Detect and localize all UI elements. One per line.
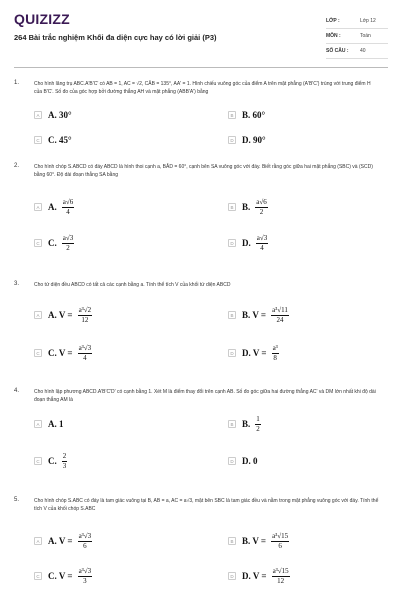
option-prefix: A. V = bbox=[48, 310, 73, 320]
option-letter-box[interactable]: D bbox=[228, 572, 236, 580]
fraction-numerator: a³√3 bbox=[78, 531, 92, 540]
fraction-numerator: a³√2 bbox=[78, 305, 92, 314]
option-d[interactable] bbox=[228, 342, 281, 364]
option-letter-box[interactable]: D bbox=[228, 457, 236, 465]
fraction-numerator: a√3 bbox=[256, 233, 268, 242]
option-b[interactable] bbox=[228, 104, 268, 126]
option-text bbox=[48, 110, 75, 120]
option-a[interactable] bbox=[34, 530, 94, 552]
option-b[interactable] bbox=[228, 413, 263, 435]
question-text: Cho hình lập phương ABCD.A'B'C'D' có cạnh bằng 1. Xét M là điểm thay đổi trên cạnh AB. Số đo góc giữa hai đường thẳng AC' và DM lớn nhất khi độ dài đoạn thẳng AM là bbox=[34, 389, 376, 403]
page-title: 264 Bài trắc nghiệm Khối đa diện cực hay có lời giải (P3) bbox=[14, 33, 217, 42]
fraction-denominator: 2 bbox=[259, 207, 264, 216]
option-letter-box[interactable]: B bbox=[228, 111, 236, 119]
option-prefix: D. V = bbox=[242, 348, 267, 358]
fraction-numerator: a√6 bbox=[256, 197, 267, 206]
fraction-numerator: a³√15 bbox=[272, 566, 289, 575]
option-prefix: C. bbox=[48, 456, 57, 466]
option-a[interactable] bbox=[34, 196, 76, 218]
meta-label: MÔN : bbox=[326, 33, 341, 39]
option-prefix: C. V = bbox=[48, 571, 73, 581]
option-text bbox=[242, 456, 261, 466]
fraction-numerator: a³√3 bbox=[78, 343, 92, 352]
meta-panel bbox=[326, 14, 388, 59]
option-d[interactable] bbox=[228, 129, 269, 151]
option-letter-box[interactable]: C bbox=[34, 457, 42, 465]
option-prefix: D. bbox=[242, 238, 251, 248]
option-text bbox=[242, 199, 270, 216]
meta-row-subject bbox=[326, 29, 388, 44]
option-answer: B. 60° bbox=[242, 110, 266, 120]
option-letter-box[interactable]: D bbox=[228, 136, 236, 144]
fraction bbox=[62, 199, 74, 216]
fraction-numerator: a√3 bbox=[62, 233, 74, 242]
fraction-numerator: a³√15 bbox=[272, 531, 289, 540]
option-text bbox=[48, 135, 75, 145]
option-letter-box[interactable]: B bbox=[228, 203, 236, 211]
option-text bbox=[242, 135, 269, 145]
option-letter-box[interactable]: A bbox=[34, 537, 42, 545]
meta-value: Lớp 12 bbox=[360, 18, 376, 24]
meta-row-class bbox=[326, 14, 388, 29]
fraction bbox=[62, 235, 74, 252]
option-text bbox=[48, 307, 94, 324]
fraction-denominator: 2 bbox=[256, 424, 260, 433]
option-text bbox=[242, 110, 268, 120]
meta-row-count bbox=[326, 44, 388, 59]
option-text bbox=[48, 568, 94, 585]
option-a[interactable] bbox=[34, 413, 67, 435]
fraction bbox=[78, 533, 93, 550]
question-text: Cho hình lăng trụ ABC.A'B'C' có AB = 1, AC = √2, CÂB = 135°, AA' = 1. Hình chiếu vuông góc của điểm A trên mặt phẳng (A'B'C') trùng với trung điểm H của B'C'. Số đo của góc hợp bởi đường thẳng AH và mặt phẳng (ABB'A') bằng bbox=[34, 81, 371, 95]
fraction bbox=[62, 453, 68, 470]
option-text bbox=[242, 307, 291, 324]
option-letter-box[interactable]: C bbox=[34, 239, 42, 247]
meta-label: LỚP : bbox=[326, 18, 340, 24]
fraction-denominator: 4 bbox=[83, 353, 87, 362]
option-a[interactable] bbox=[34, 304, 94, 326]
option-letter-box[interactable]: C bbox=[34, 572, 42, 580]
fraction bbox=[78, 568, 93, 585]
option-letter-box[interactable]: A bbox=[34, 111, 42, 119]
option-prefix: B. bbox=[242, 202, 251, 212]
fraction-numerator: a√6 bbox=[62, 197, 74, 206]
fraction bbox=[256, 235, 268, 252]
fraction bbox=[271, 533, 289, 550]
option-letter-box[interactable]: A bbox=[34, 420, 42, 428]
meta-value: Toán bbox=[360, 33, 371, 39]
option-d[interactable] bbox=[228, 565, 292, 587]
question-text: Cho hình chóp S.ABCD có đáy ABCD là hình thoi cạnh a, BÂD = 60°, cạnh bên SA vuông góc với đáy. Biết rằng góc giữa hai mặt phẳng (SBC) và (SCD) bằng 60°. Độ dài đoạn thẳng SA bằng bbox=[34, 164, 373, 178]
fraction bbox=[255, 416, 261, 433]
option-text bbox=[48, 345, 94, 362]
option-answer: A. 1 bbox=[48, 419, 64, 429]
option-c[interactable] bbox=[34, 232, 76, 254]
option-prefix: B. bbox=[242, 419, 251, 429]
option-answer: D. 90° bbox=[242, 135, 266, 145]
quizizz-logo: QUIZIZZ bbox=[14, 11, 70, 27]
option-text bbox=[48, 235, 76, 252]
option-text bbox=[242, 533, 291, 550]
fraction-numerator: a³√11 bbox=[272, 305, 288, 314]
question-number: 3. bbox=[14, 281, 20, 287]
option-letter-box[interactable]: B bbox=[228, 420, 236, 428]
option-prefix: B. V = bbox=[242, 536, 267, 546]
option-d[interactable] bbox=[228, 232, 270, 254]
fraction bbox=[255, 199, 267, 216]
fraction-numerator: 2 bbox=[62, 451, 67, 460]
option-text bbox=[48, 419, 67, 429]
option-text bbox=[242, 235, 270, 252]
option-c[interactable] bbox=[34, 565, 94, 587]
fraction-denominator: 8 bbox=[273, 353, 277, 362]
fraction-denominator: 4 bbox=[66, 207, 70, 216]
fraction-numerator: a³ bbox=[272, 343, 278, 352]
option-prefix: C. bbox=[48, 238, 57, 248]
fraction-denominator: 12 bbox=[81, 315, 89, 324]
option-d[interactable] bbox=[228, 450, 261, 472]
fraction-denominator: 3 bbox=[83, 576, 87, 585]
option-letter-box[interactable]: C bbox=[34, 136, 42, 144]
option-text bbox=[48, 533, 94, 550]
option-b[interactable] bbox=[228, 196, 270, 218]
option-answer: D. 0 bbox=[242, 456, 258, 466]
fraction bbox=[272, 568, 290, 585]
option-a[interactable] bbox=[34, 104, 75, 126]
option-text bbox=[48, 453, 69, 470]
option-letter-box[interactable]: C bbox=[34, 349, 42, 357]
option-text bbox=[242, 345, 281, 362]
option-prefix: B. V = bbox=[242, 310, 267, 320]
meta-label: SỐ CÂU : bbox=[326, 48, 349, 54]
option-answer: C. 45° bbox=[48, 135, 72, 145]
option-letter-box[interactable]: D bbox=[228, 349, 236, 357]
question-number: 2. bbox=[14, 163, 20, 169]
header-divider bbox=[14, 67, 388, 68]
meta-value: 40 bbox=[360, 48, 366, 54]
option-prefix: D. V = bbox=[242, 571, 267, 581]
option-b[interactable] bbox=[228, 304, 291, 326]
question-number: 5. bbox=[14, 497, 20, 503]
option-c[interactable] bbox=[34, 129, 75, 151]
fraction-denominator: 4 bbox=[260, 243, 264, 252]
fraction bbox=[78, 345, 93, 362]
fraction-numerator: a³√3 bbox=[78, 566, 92, 575]
question-text: Cho tứ diện đều ABCD có tất cả các cạnh bằng a. Tính thể tích V của khối tứ diện ABCD bbox=[34, 282, 231, 288]
fraction-numerator: 1 bbox=[256, 414, 260, 423]
option-answer: A. 30° bbox=[48, 110, 72, 120]
fraction bbox=[272, 345, 279, 362]
fraction-denominator: 3 bbox=[62, 461, 67, 470]
question-number: 4. bbox=[14, 388, 20, 394]
option-prefix: A. V = bbox=[48, 536, 73, 546]
fraction-denominator: 12 bbox=[277, 576, 285, 585]
fraction bbox=[78, 307, 93, 324]
fraction bbox=[271, 307, 289, 324]
fraction-denominator: 24 bbox=[276, 315, 284, 324]
option-letter-box[interactable]: B bbox=[228, 537, 236, 545]
question-text: Cho hình chóp S.ABC có đáy là tam giác vuông tại B, AB = a, AC = a√3, mặt bên SBC là tam giác đều và nằm trong mặt phẳng vuông góc với đáy. Tính thể tích V của khối chóp S.ABC bbox=[34, 498, 379, 512]
option-c[interactable] bbox=[34, 450, 69, 472]
fraction-denominator: 6 bbox=[278, 541, 282, 550]
option-letter-box[interactable]: A bbox=[34, 311, 42, 319]
option-prefix: C. V = bbox=[48, 348, 73, 358]
option-letter-box[interactable]: A bbox=[34, 203, 42, 211]
option-letter-box[interactable]: D bbox=[228, 239, 236, 247]
option-c[interactable] bbox=[34, 342, 94, 364]
fraction-denominator: 6 bbox=[83, 541, 87, 550]
option-text bbox=[242, 416, 263, 433]
option-text bbox=[48, 199, 76, 216]
fraction-denominator: 2 bbox=[66, 243, 70, 252]
option-text bbox=[242, 568, 292, 585]
option-letter-box[interactable]: B bbox=[228, 311, 236, 319]
option-prefix: A. bbox=[48, 202, 57, 212]
question-number: 1. bbox=[14, 80, 20, 86]
option-b[interactable] bbox=[228, 530, 291, 552]
